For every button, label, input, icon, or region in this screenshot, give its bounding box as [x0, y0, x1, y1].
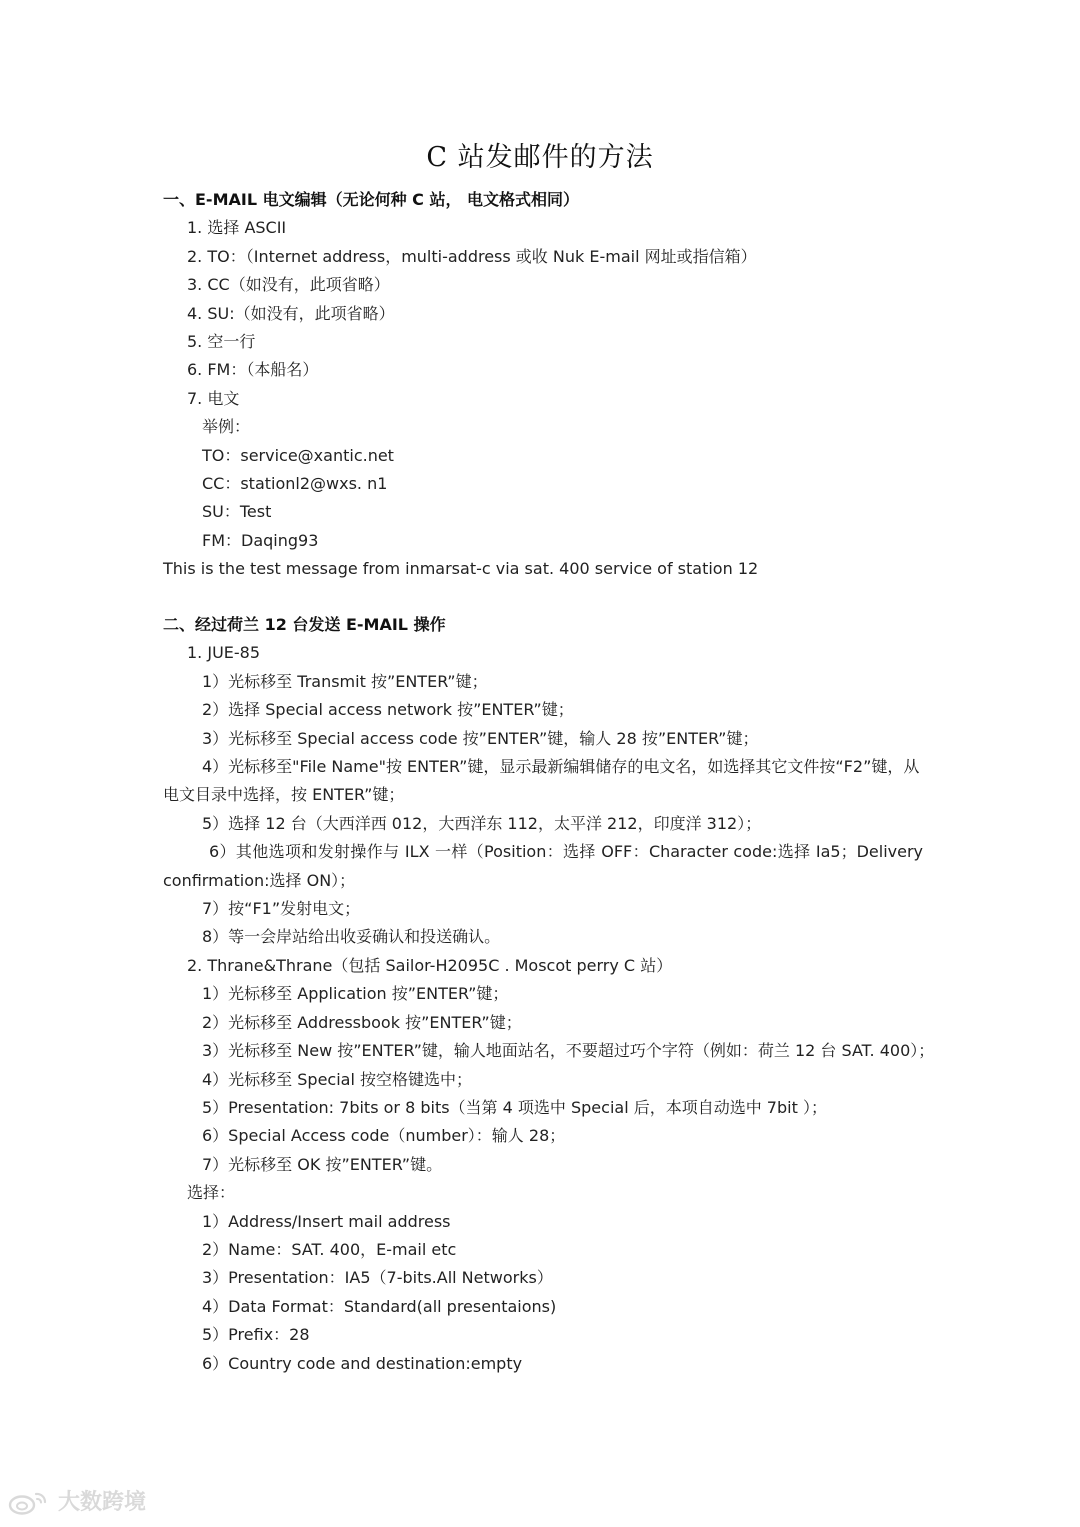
example-line: TO：service@xantic.net	[202, 445, 394, 465]
subsection-title-jue85: 1. JUE-85	[187, 643, 261, 663]
example-line: FM：Daqing93	[202, 530, 319, 550]
step-item: 3）光标移至 New 按”ENTER”键，输人地面站名，不要超过巧个字符（例如：荷兰 12 台 SAT. 400）；	[202, 1041, 935, 1061]
watermark	[8, 1490, 146, 1516]
list-item: 7. 电文	[187, 388, 240, 408]
step-item: 5）Presentation: 7bits or 8 bits（当第 4 项选中 Special 后，本项自动选中 7bit ）；	[202, 1097, 827, 1117]
step-item: 7）光标移至 OK 按”ENTER”键。	[202, 1154, 443, 1174]
step-item: 1）光标移至 Transmit 按”ENTER”键；	[202, 671, 488, 691]
example-line: SU：Test	[202, 502, 272, 522]
list-item: 6. FM：（本船名）	[187, 360, 319, 380]
select-item: 5）Prefix：28	[202, 1325, 310, 1345]
section-heading: 二、经过荷兰 12 台发送 E-MAIL 操作	[163, 615, 446, 634]
step-item: 6）其他选项和发射操作与 ILX 一样（Position：选择 OFF：Character code:选择 Ia5；Delivery confirmation:选择 ON）；	[163, 842, 923, 890]
step-item: 6）Special Access code（number）：输人 28；	[202, 1126, 566, 1146]
select-label: 选择：	[187, 1183, 236, 1203]
select-item: 1）Address/Insert mail address	[202, 1211, 451, 1231]
list-item: 5. 空一行	[187, 332, 256, 352]
step-item: 5）选择 12 台（大西洋西 012，大西洋东 112，太平洋 212，印度洋 312）；	[202, 813, 762, 833]
step-item: 3）光标移至 Special access code 按”ENTER”键，输人 28 按”ENTER”键；	[202, 728, 759, 748]
section-email-format	[163, 186, 923, 584]
list-item: 4. SU:（如没有，此项省略）	[187, 303, 395, 323]
weibo-logo-icon	[8, 1490, 52, 1516]
step-item: 7）按“F1”发射电文；	[202, 899, 361, 919]
list-item: 3. CC（如没有，此项省略）	[187, 275, 390, 295]
example-line: CC：stationl2@wxs. n1	[202, 474, 388, 494]
step-item: 2）选择 Special access network 按”ENTER”键；	[202, 700, 574, 720]
list-item: 2. TO：（Internet address，multi-address 或收 Nuk E-mail 网址或指信箱）	[187, 246, 757, 266]
step-item: 8）等一会岸站给出收妥确认和投送确认。	[202, 927, 501, 947]
page-title: C 站发邮件的方法	[426, 142, 654, 173]
list-item: 1. 选择 ASCII	[187, 218, 287, 238]
example-body-text: This is the test message from inmarsat-c via sat. 400 service of station 12	[163, 559, 759, 579]
select-item: 6）Country code and destination:empty	[202, 1353, 523, 1373]
select-item: 4）Data Format：Standard(all presentaions)	[202, 1296, 557, 1316]
step-item: 2）光标移至 Addressbook 按”ENTER”键；	[202, 1012, 522, 1032]
section-send-email-procedure	[163, 611, 935, 1378]
section-heading: 一、E-MAIL 电文编辑（无论何种 C 站， 电文格式相同）	[163, 190, 580, 209]
example-label: 举例：	[202, 417, 251, 437]
step-item: 4）光标移至 Special 按空格键选中；	[202, 1069, 473, 1089]
subsection-title-thrane: 2. Thrane&Thrane（包括 Sailor-H2095C . Moscot perry C 站）	[187, 955, 673, 975]
select-item: 2）Name：SAT. 400，E-mail etc	[202, 1239, 457, 1259]
step-item: 4）光标移至"File Name"按 ENTER”键，显示最新编辑储存的电文名，如选择其它文件按“F2”键，从电文目录中选择，按 ENTER”键；	[163, 757, 920, 805]
watermark-text: 大数跨境	[58, 1490, 147, 1515]
select-item: 3）Presentation：IA5（7-bits.All Networks）	[202, 1268, 553, 1288]
step-item: 1）光标移至 Application 按”ENTER”键；	[202, 984, 509, 1004]
